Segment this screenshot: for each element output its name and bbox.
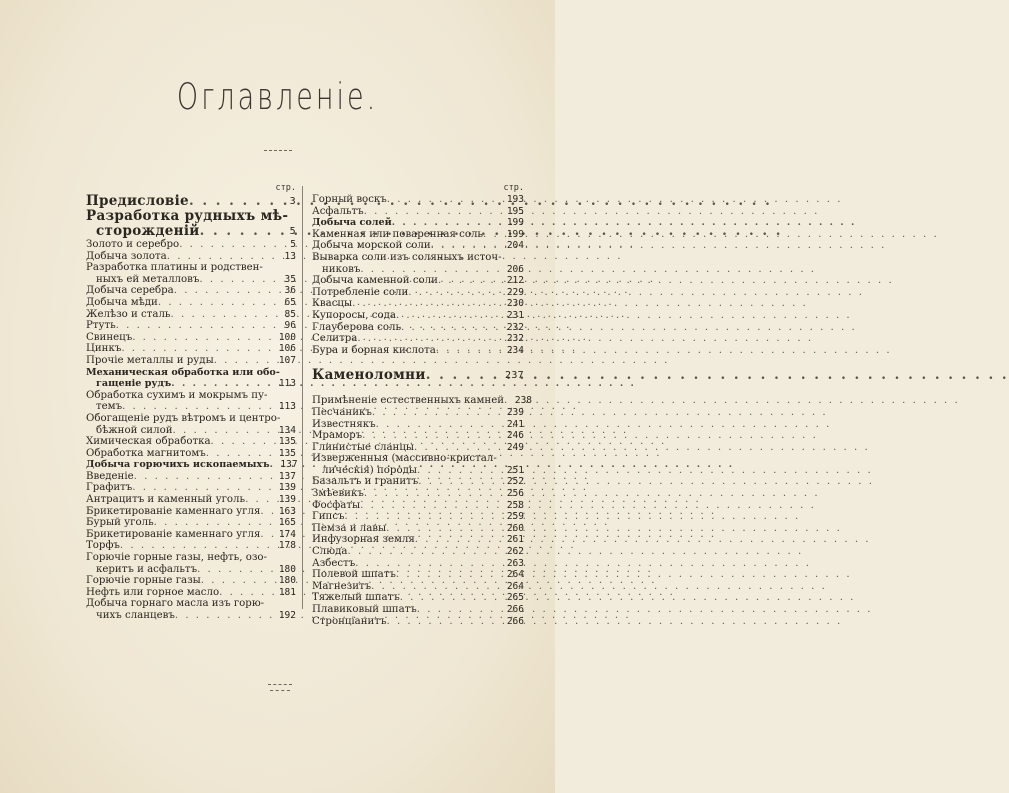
toc-entry-title: Разработка платины и родствен-	[86, 262, 263, 274]
toc-entry-title: Квасцы	[312, 298, 353, 310]
toc-leader-dots	[158, 297, 274, 309]
toc-entry[interactable]	[312, 453, 524, 465]
toc-leader-dots	[408, 287, 502, 299]
toc-entry-title: Графитъ	[86, 482, 133, 494]
toc-leader-dots	[197, 564, 274, 576]
toc-entry-page: 263	[506, 557, 524, 569]
toc-entry-title: Разработка рудныхъ мѣ-	[86, 208, 289, 224]
toc-entry-page: 238	[514, 395, 533, 407]
toc-leader-dots	[345, 511, 502, 523]
toc-entry-title: Бурый уголь	[86, 517, 154, 529]
toc-entry-page: 107	[278, 354, 296, 366]
toc-entry-page: 251	[506, 464, 524, 476]
toc-entry[interactable]	[312, 534, 524, 546]
toc-entry-page: 195	[506, 205, 524, 217]
toc-entry[interactable]	[86, 506, 296, 518]
toc-leader-dots	[173, 425, 275, 437]
toc-entry-title: Выварка соли изъ соляныхъ источ-	[312, 251, 502, 263]
toc-entry[interactable]	[312, 407, 524, 419]
toc-entry-page: 139	[278, 482, 296, 494]
toc-entry[interactable]	[312, 264, 524, 276]
toc-entry-title: керитъ и асфальтъ	[96, 563, 198, 575]
toc-entry-page: 204	[506, 240, 524, 252]
page-column-header: стр.	[275, 183, 296, 193]
toc-entry[interactable]	[312, 488, 524, 500]
toc-leader-dots	[219, 587, 274, 599]
toc-entry-title: Каменная или поваренная соль	[312, 228, 483, 240]
toc-entry-title: Глауберова соль	[312, 321, 402, 333]
toc-leader-dots	[396, 569, 502, 581]
toc-entry[interactable]	[312, 275, 524, 287]
toc-entry-page: 256	[506, 488, 524, 500]
toc-entry-page: 5	[290, 239, 296, 250]
toc-entry[interactable]	[86, 610, 296, 622]
title-divider	[264, 150, 292, 151]
toc-entry-title: Добыча солей	[312, 217, 392, 229]
toc-entry-title: Цинкъ	[86, 343, 122, 355]
toc-entry-title: Введеніе	[86, 470, 134, 482]
toc-entry[interactable]	[312, 419, 524, 431]
toc-leader-dots	[364, 206, 502, 218]
toc-entry[interactable]	[312, 592, 524, 604]
toc-entry-title: Примѣненіе естественныхъ камней	[312, 395, 505, 407]
toc-entry[interactable]	[312, 333, 524, 345]
toc-entry[interactable]	[86, 309, 296, 321]
toc-leader-dots	[400, 592, 502, 604]
toc-entry-title: Предисловіе	[86, 193, 189, 209]
toc-entry-title: Магнезитъ	[312, 580, 372, 592]
toc-entry[interactable]	[312, 442, 524, 454]
toc-entry[interactable]	[312, 368, 524, 383]
toc-entry[interactable]	[312, 322, 524, 334]
toc-entry-title: Селитра	[312, 333, 358, 345]
toc-entry-title: Песчаникъ	[312, 406, 372, 418]
toc-entry[interactable]	[312, 558, 524, 570]
toc-entry-page: 192	[278, 610, 296, 621]
toc-entry[interactable]	[312, 240, 524, 252]
toc-entry-title: бѣжной силой	[96, 424, 173, 436]
footer-divider-2	[270, 690, 290, 691]
toc-leader-dots	[260, 529, 274, 541]
page-title: Оглавленіе.	[176, 76, 379, 119]
toc-leader-dots	[386, 523, 502, 535]
toc-entry-page: 212	[506, 275, 524, 287]
toc-entry-title: Антрацитъ и каменный уголь	[86, 494, 246, 506]
toc-leader-dots	[170, 309, 274, 321]
toc-entry-title: Добыча серебра	[86, 285, 174, 297]
toc-leader-dots	[211, 436, 274, 448]
toc-leader-dots	[360, 264, 502, 276]
toc-leader-dots	[376, 419, 502, 431]
toc-entry-title: Тяжелый шпатъ	[312, 592, 400, 604]
page-column-header: стр.	[503, 183, 524, 193]
toc-leader-dots	[154, 517, 274, 529]
toc-entry[interactable]	[86, 598, 296, 610]
toc-entry[interactable]	[312, 569, 524, 581]
toc-entry-title: Обработка магнитомъ	[86, 447, 206, 459]
toc-entry-title: Торфъ	[86, 540, 120, 552]
toc-entry[interactable]	[312, 252, 524, 264]
toc-entry-title: Прочіе металлы и руды	[86, 354, 214, 366]
toc-leader-dots	[122, 401, 274, 413]
toc-entry-page: 231	[506, 309, 524, 321]
toc-entry[interactable]	[86, 436, 296, 448]
toc-leader-dots	[214, 355, 274, 367]
toc-leader-dots	[116, 320, 274, 332]
toc-leader-dots	[189, 194, 274, 209]
toc-entry[interactable]	[86, 239, 296, 251]
toc-leader-dots	[134, 471, 274, 483]
toc-entry[interactable]	[86, 564, 296, 576]
toc-entry-title: темъ	[96, 401, 123, 413]
toc-entry-page: 106	[278, 343, 296, 355]
toc-entry-title: Свинецъ	[86, 331, 133, 343]
toc-entry[interactable]	[86, 471, 296, 483]
toc-entry-page: 259	[506, 511, 524, 523]
toc-leader-dots	[167, 251, 274, 263]
toc-entry-page: 252	[506, 476, 524, 488]
toc-entry-page: 241	[506, 418, 524, 430]
toc-leader-dots	[175, 610, 274, 622]
toc-entry-title: Базальтъ и гранитъ	[312, 476, 419, 488]
toc-entry[interactable]	[86, 448, 296, 460]
toc-entry[interactable]	[86, 285, 296, 297]
toc-entry-page: 36	[284, 285, 296, 297]
toc-entry-page: 178	[278, 540, 296, 552]
toc-leader-dots	[371, 581, 502, 593]
toc-leader-dots	[174, 285, 274, 297]
toc-entry[interactable]	[86, 575, 296, 587]
toc-right-list	[312, 194, 533, 627]
toc-leader-dots	[431, 240, 502, 252]
toc-entry[interactable]	[86, 401, 296, 413]
toc-entry-page: 260	[506, 522, 524, 534]
toc-leader-dots	[372, 407, 502, 419]
toc-entry-page: 85	[284, 308, 296, 320]
toc-entry-page: 134	[278, 424, 296, 436]
toc-entry-page: 234	[506, 344, 524, 356]
toc-leader-dots	[417, 604, 502, 616]
toc-entry-page: 165	[278, 517, 296, 529]
toc-leader-dots	[347, 546, 502, 558]
toc-entry-title: Обогащеніе рудъ вѣтромъ и центро-	[86, 412, 281, 424]
toc-entry-title: Гипсъ	[312, 511, 345, 523]
toc-leader-dots	[260, 506, 274, 518]
footer-divider	[268, 684, 292, 685]
toc-entry[interactable]	[312, 476, 524, 488]
toc-entry-page: 261	[506, 534, 524, 546]
toc-leader-dots	[200, 224, 274, 239]
toc-entry[interactable]	[312, 395, 533, 407]
toc-entry-title: Полевой шпатъ	[312, 569, 396, 581]
toc-entry-page: 181	[278, 586, 296, 598]
toc-leader-dots	[414, 442, 502, 454]
toc-leader-dots	[415, 534, 502, 546]
toc-entry-page: 137	[280, 459, 298, 471]
toc-leader-dots	[396, 310, 502, 322]
toc-entry-title: лическія) породы	[322, 464, 417, 476]
toc-entry-title: Механическая обработка или обо-	[86, 366, 280, 378]
toc-entry-title: Бура и борная кислота	[312, 344, 436, 356]
toc-entry-page: 264	[506, 580, 524, 592]
toc-leader-dots	[121, 343, 274, 355]
toc-entry[interactable]	[86, 224, 296, 239]
toc-entry[interactable]	[86, 552, 296, 564]
toc-entry-page: 232	[506, 333, 524, 345]
toc-entry-page: 135	[278, 447, 296, 459]
toc-entry-page: 180	[278, 563, 296, 575]
toc-leader-dots	[417, 465, 502, 477]
toc-entry-page: 230	[506, 298, 524, 310]
toc-entry-title: Добыча горючихъ ископаемыхъ	[86, 459, 270, 471]
toc-entry-title: Мраморъ	[312, 430, 363, 442]
toc-entry-title: Горючіе горные газы, нефть, озо-	[86, 552, 267, 564]
toc-entry-title: сторожденій	[96, 223, 200, 239]
toc-right-column	[312, 183, 533, 627]
toc-entry[interactable]	[312, 310, 524, 322]
toc-entry[interactable]	[312, 345, 524, 357]
toc-entry[interactable]	[86, 425, 296, 437]
toc-entry-title: Желѣзо и сталь	[86, 308, 171, 320]
toc-left-list	[86, 194, 296, 622]
toc-leader-dots	[401, 322, 502, 334]
toc-entry-title: Известнякъ	[312, 418, 376, 430]
toc-entry-page: 239	[506, 406, 524, 418]
toc-leader-dots	[132, 332, 274, 344]
toc-entry[interactable]	[312, 604, 524, 616]
toc-entry-title: Брикетированіе каменнаго угля	[86, 505, 261, 517]
toc-leader-dots	[438, 275, 502, 287]
toc-leader-dots	[199, 274, 274, 286]
toc-entry[interactable]	[86, 587, 296, 599]
toc-entry-page: 96	[284, 320, 296, 332]
toc-entry[interactable]	[86, 274, 296, 286]
toc-entry-title: Глинистые сланцы	[312, 441, 415, 453]
toc-left-column	[86, 183, 296, 622]
toc-entry-page: 266	[506, 604, 524, 615]
toc-entry-page: 163	[278, 505, 296, 517]
toc-entry-page: 3	[289, 196, 296, 207]
toc-entry[interactable]	[312, 217, 524, 229]
toc-entry-title: ныхъ ей металловъ	[96, 273, 200, 285]
toc-entry[interactable]	[86, 459, 296, 471]
toc-entry-title: Каменоломни	[312, 367, 426, 384]
toc-entry-page: 135	[278, 436, 296, 448]
toc-entry[interactable]	[312, 298, 524, 310]
toc-leader-dots	[436, 345, 502, 357]
toc-entry[interactable]	[312, 546, 524, 558]
toc-entry[interactable]	[86, 355, 296, 367]
toc-entry-title: Пемза и лавы	[312, 522, 387, 534]
toc-entry-title: Добыча золота	[86, 250, 167, 262]
toc-entry-title: Змѣевикъ	[312, 488, 364, 500]
toc-leader-dots	[245, 494, 274, 506]
toc-entry-page: 193	[506, 194, 524, 205]
toc-entry-title: Инфузорная земля	[312, 534, 415, 546]
toc-entry[interactable]	[86, 540, 296, 552]
toc-entry[interactable]	[312, 616, 524, 628]
toc-entry-page: 199	[506, 228, 524, 240]
toc-entry-page: 249	[506, 441, 524, 453]
toc-entry-title: Добыча мѣди	[86, 296, 158, 308]
toc-leader-dots	[352, 298, 502, 310]
toc-entry[interactable]	[312, 465, 524, 477]
toc-entry-title: Горючіе горные газы	[86, 575, 201, 587]
toc-entry[interactable]	[86, 529, 296, 541]
toc-leader-dots	[355, 558, 502, 570]
toc-entry-page: 266	[506, 615, 524, 627]
toc-entry-page: 5	[289, 226, 296, 237]
toc-entry-page: 100	[278, 331, 296, 343]
toc-entry-page: 258	[506, 499, 524, 511]
column-divider	[302, 186, 303, 609]
toc-entry-page: 264	[506, 569, 524, 581]
toc-entry-title: Асфальтъ	[312, 205, 364, 217]
toc-entry-page: 246	[506, 430, 524, 442]
toc-entry[interactable]	[312, 206, 524, 218]
toc-entry[interactable]	[86, 494, 296, 506]
toc-entry-title: Нефть или горное масло	[86, 586, 220, 598]
toc-leader-dots	[357, 333, 502, 345]
toc-entry[interactable]	[86, 517, 296, 529]
toc-entry-page: 180	[278, 575, 296, 587]
toc-entry-title: Стронціанитъ	[312, 615, 387, 627]
toc-entry[interactable]	[312, 581, 524, 593]
toc-entry[interactable]	[312, 430, 524, 442]
toc-entry-title: Фосфаты	[312, 499, 361, 511]
toc-entry[interactable]	[86, 390, 296, 402]
toc-entry[interactable]	[312, 500, 524, 512]
toc-entry[interactable]	[86, 367, 296, 379]
toc-entry-title: Химическая обработка	[86, 436, 211, 448]
toc-entry-title: Купоросы, сода	[312, 309, 396, 321]
toc-entry-title: Плавиковый шпатъ	[312, 604, 417, 615]
toc-leader-dots	[171, 378, 274, 390]
toc-entry-title: Добыча горнаго масла изъ горю-	[86, 598, 265, 610]
toc-entry[interactable]	[86, 194, 296, 209]
toc-entry-title: Азбестъ	[312, 557, 356, 569]
toc-entry[interactable]	[86, 297, 296, 309]
toc-entry-page: 35	[284, 273, 296, 285]
toc-entry-page: 229	[506, 286, 524, 298]
toc-entry[interactable]	[312, 287, 524, 299]
toc-spacer	[312, 383, 524, 395]
toc-leader-dots	[179, 239, 274, 251]
toc-leader-dots	[132, 482, 274, 494]
toc-entry-title: Горный воскъ	[312, 194, 387, 205]
toc-leader-dots	[418, 476, 502, 488]
toc-entry[interactable]	[312, 511, 524, 523]
toc-entry[interactable]	[312, 523, 524, 535]
toc-entry-page: 262	[506, 546, 524, 558]
toc-entry-page: 137	[278, 470, 296, 482]
toc-entry-title: Обработка сухимъ и мокрымъ пу-	[86, 389, 268, 401]
toc-entry-title: гащеніе рудъ	[96, 378, 172, 390]
toc-entry[interactable]	[86, 209, 296, 224]
toc-entry-page: 113	[278, 401, 296, 413]
toc-entry[interactable]	[86, 482, 296, 494]
toc-entry[interactable]	[86, 413, 296, 425]
toc-leader-dots	[201, 575, 274, 587]
toc-entry-title: чихъ сланцевъ	[96, 610, 175, 621]
toc-leader-dots	[483, 229, 502, 241]
toc-entry-page: 265	[506, 592, 524, 604]
toc-entry-page: 139	[278, 494, 296, 506]
toc-entry[interactable]	[86, 332, 296, 344]
toc-entry-page: 65	[284, 296, 296, 308]
toc-entry-page: 206	[506, 263, 524, 275]
toc-entry-title: Потребленіе соли	[312, 286, 409, 298]
toc-entry-page: 174	[278, 528, 296, 540]
toc-entry-title: Добыча морской соли	[312, 240, 431, 252]
toc-entry[interactable]	[312, 229, 524, 241]
toc-entry-title: Добыча каменной соли	[312, 275, 438, 287]
toc-leader-dots	[360, 500, 502, 512]
toc-leader-dots	[392, 217, 502, 229]
toc-entry-title: Изверженныя (массивно-кристал-	[312, 453, 497, 465]
toc-entry[interactable]	[86, 343, 296, 355]
toc-entry-title: Золото и серебро	[86, 239, 180, 250]
toc-entry-title: никовъ	[322, 263, 361, 275]
toc-entry[interactable]	[86, 251, 296, 263]
toc-leader-dots	[362, 430, 502, 442]
toc-entry[interactable]	[86, 378, 296, 390]
toc-leader-dots	[426, 368, 502, 383]
toc-entry-page: 237	[505, 370, 524, 382]
toc-entry-title: Ртуть	[86, 320, 116, 332]
toc-leader-dots	[387, 194, 502, 206]
toc-entry-title: Брикетированіе каменнаго угля	[86, 528, 261, 540]
toc-entry[interactable]	[312, 194, 524, 206]
toc-entry-page: 113	[278, 378, 296, 390]
toc-leader-dots	[120, 540, 274, 552]
toc-leader-dots	[386, 616, 502, 628]
toc-entry-page: 232	[506, 321, 524, 333]
toc-entry-title: Слюда	[312, 546, 348, 558]
toc-entry-page: 199	[506, 217, 524, 229]
toc-entry-page: 13	[284, 250, 296, 262]
toc-entry[interactable]	[86, 262, 296, 274]
toc-leader-dots	[206, 448, 274, 460]
toc-entry[interactable]	[86, 320, 296, 332]
toc-leader-dots	[364, 488, 502, 500]
